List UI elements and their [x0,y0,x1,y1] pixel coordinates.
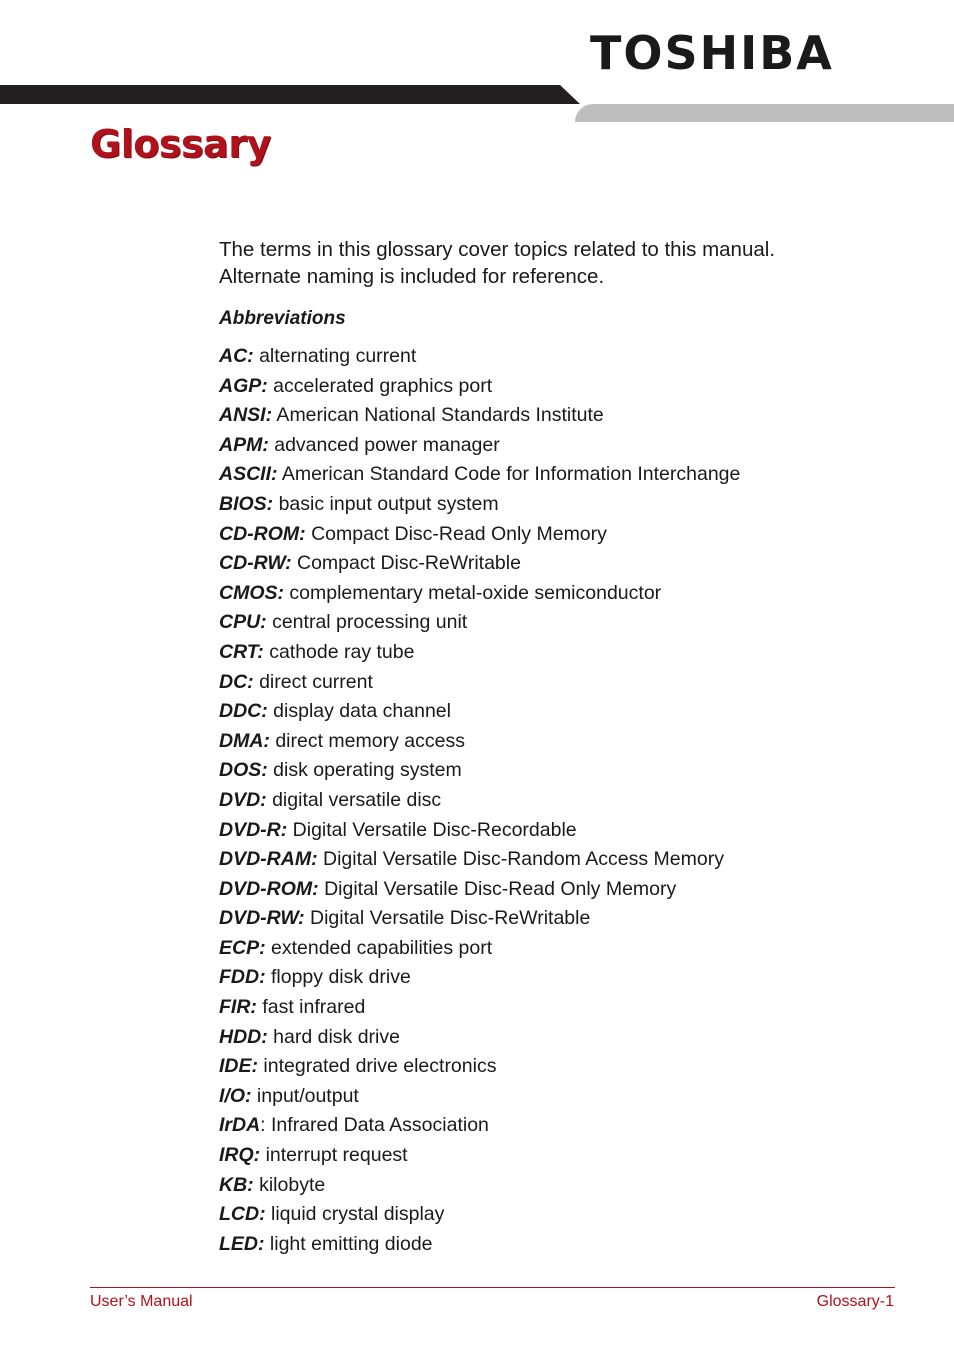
list-item [219,697,919,727]
glossary-definition: American Standard Code for Information Interchange [277,463,741,486]
list-item [219,401,919,431]
toshiba-logo: TOSHIBA [590,26,834,80]
glossary-definition: floppy disk drive [265,966,411,989]
glossary-definition: interrupt request [260,1144,408,1167]
glossary-definition: direct current [253,670,373,693]
footer-rule [90,1287,895,1288]
list-item [219,1230,919,1260]
glossary-definition: display data channel [267,700,451,723]
list-item [219,431,919,461]
list-item [219,1141,919,1171]
glossary-definition: basic input output system [273,492,499,515]
glossary-term: DVD-RAM: [219,848,318,871]
glossary-definition: liquid crystal display [265,1203,445,1226]
glossary-term: DOS: [219,759,268,782]
glossary-definition: cathode ray tube [263,640,415,663]
list-item [219,1200,919,1230]
intro-text [219,236,919,290]
glossary-term: DVD: [219,788,267,811]
glossary-definition: Compact Disc-ReWritable [291,552,521,575]
list-item [219,608,919,638]
glossary-term: FDD: [219,966,266,989]
glossary-term: CD-RW: [219,552,292,575]
list-item [219,786,919,816]
glossary-term: DDC: [219,700,268,723]
list-item [219,342,919,372]
list-item [219,756,919,786]
glossary-term: DVD-ROM: [219,877,319,900]
glossary-definition: fast infrared [256,996,366,1019]
glossary-term: LED: [219,1232,265,1255]
glossary-definition: kilobyte [253,1173,326,1196]
glossary-term: ANSI: [219,404,273,427]
glossary-definition: disk operating system [267,759,462,782]
list-item [219,727,919,757]
glossary-definition: Compact Disc-Read Only Memory [305,522,607,545]
list-item [219,579,919,609]
list-item [219,1082,919,1112]
list-item [219,993,919,1023]
glossary-term: DVD-R: [219,818,288,841]
section-heading: Abbreviations [219,308,346,329]
glossary-definition: Digital Versatile Disc-Read Only Memory [318,877,677,900]
list-item [219,845,919,875]
list-item [219,490,919,520]
page-title: Glossary [90,122,271,166]
list-item [219,1052,919,1082]
list-item [219,816,919,846]
glossary-term: IrDA [219,1114,261,1137]
glossary-term: CD-ROM: [219,522,306,545]
glossary-definition: light emitting diode [264,1232,433,1255]
glossary-definition: American National Standards Institute [272,404,604,427]
glossary-term: ASCII: [219,463,278,486]
glossary-term: I/O: [219,1084,252,1107]
list-item [219,372,919,402]
list-item [219,668,919,698]
glossary-definition: complementary metal-oxide semiconductor [284,581,662,604]
list-item [219,1171,919,1201]
list-item [219,963,919,993]
glossary-term: APM: [219,433,269,456]
glossary-term: BIOS: [219,492,274,515]
glossary-term: AGP: [219,374,268,397]
glossary-term: DMA: [219,729,270,752]
glossary-definition: Digital Versatile Disc-Recordable [287,818,577,841]
glossary-content [219,236,919,1259]
header-bar-grey [575,104,954,122]
glossary-term: IDE: [219,1055,258,1078]
glossary-term: KB: [219,1173,254,1196]
glossary-definition: Digital Versatile Disc-ReWritable [304,907,591,930]
glossary-definition: hard disk drive [267,1025,400,1048]
intro-line-2: Alternate naming is included for reference. [219,265,605,288]
glossary-definition: : Infrared Data Association [260,1114,489,1137]
glossary-term: AC: [219,345,254,367]
header-bar-dark [0,85,580,104]
glossary-list [219,342,919,1259]
list-item [219,1023,919,1053]
list-item [219,549,919,579]
footer-page-number: Glossary-1 [816,1293,894,1310]
list-item [219,1111,919,1141]
footer-manual-title: User’s Manual [90,1293,193,1310]
glossary-definition: extended capabilities port [265,936,493,959]
glossary-definition: alternating current [253,345,417,367]
glossary-term: HDD: [219,1025,268,1048]
intro-line-1: The terms in this glossary cover topics related to this manual. [219,238,776,261]
glossary-term: DVD-RW: [219,907,305,930]
glossary-term: CPU: [219,611,267,634]
glossary-definition: accelerated graphics port [267,374,493,397]
glossary-definition: advanced power manager [268,433,500,456]
glossary-term: IRQ: [219,1144,261,1167]
glossary-definition: Digital Versatile Disc-Random Access Memory [317,848,724,871]
glossary-definition: digital versatile disc [266,788,442,811]
glossary-term: FIR: [219,996,257,1019]
glossary-term: LCD: [219,1203,266,1226]
glossary-term: CRT: [219,640,264,663]
list-item [219,638,919,668]
glossary-definition: direct memory access [269,729,465,752]
glossary-definition: central processing unit [266,611,468,634]
glossary-definition: input/output [251,1084,359,1107]
glossary-term: DC: [219,670,254,693]
glossary-term: ECP: [219,936,266,959]
list-item [219,904,919,934]
glossary-term: CMOS: [219,581,284,604]
list-item [219,520,919,550]
list-item [219,934,919,964]
list-item [219,875,919,905]
glossary-definition: integrated drive electronics [258,1055,497,1078]
list-item [219,460,919,490]
